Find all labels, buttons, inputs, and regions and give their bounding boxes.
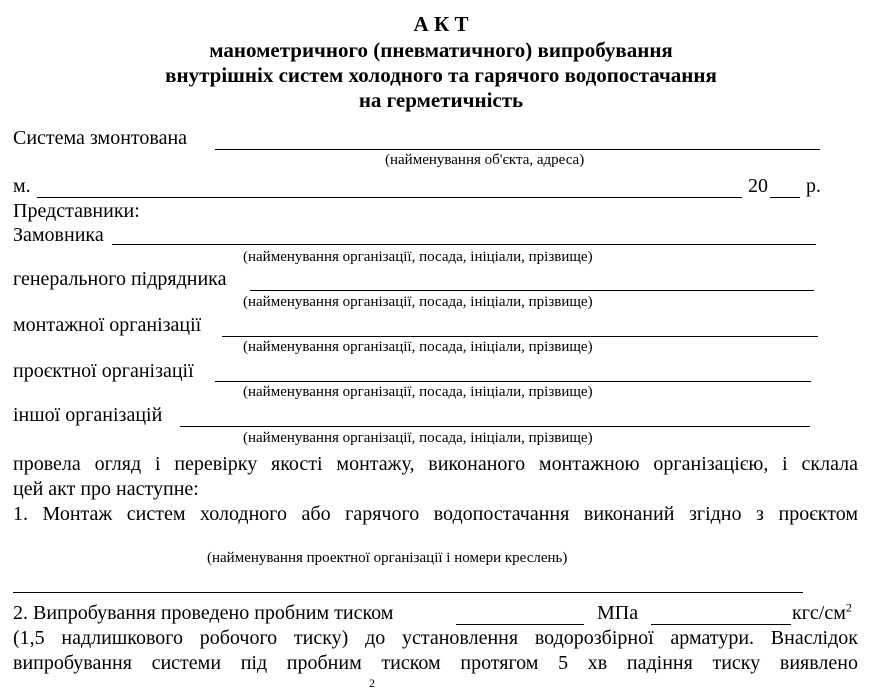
representatives-heading: Представники: (13, 200, 140, 222)
act-subtitle-1: манометричного (пневматичного) випробування (209, 38, 673, 62)
rep-label-installation-org: монтажної організації (13, 314, 202, 336)
rep-caption-customer: (найменування організації, посада, ініціали, прізвище) (243, 249, 593, 265)
system-label: Система змонтована (13, 127, 188, 149)
item2-mpa-field[interactable] (456, 624, 584, 625)
rep-caption-other-org: (найменування організації, посада, ініціали, прізвище) (243, 430, 593, 446)
item2-text-start: 2. Випробування проведено пробним тиском (13, 602, 394, 624)
act-title: А К Т (413, 12, 469, 36)
rep-field-other-org[interactable] (180, 426, 810, 427)
year-field[interactable] (770, 197, 800, 198)
item2-line-2: (1,5 надлишкового робочого тиску) до установлення водорозбірної арматури. Внаслідок (13, 627, 858, 649)
item2-unit-kgf: кгс/см (792, 602, 846, 624)
rep-field-customer[interactable] (112, 244, 816, 245)
year-suffix: р. (806, 175, 821, 197)
act-subtitle-2: внутрішніх систем холодного та гарячого водопостачання (165, 63, 717, 87)
rep-label-other-org: іншої організацій (13, 404, 163, 426)
city-field[interactable] (37, 197, 742, 198)
rep-label-customer: Замовника (13, 224, 104, 246)
item1-caption: (найменування проектної організації і номери креслень) (207, 550, 568, 566)
year-prefix: 20 (748, 175, 768, 197)
system-field[interactable] (215, 149, 820, 150)
statement-line-2: цей акт про наступне: (13, 478, 199, 500)
item2-kgf-field[interactable] (651, 624, 791, 625)
rep-label-general-contractor: генерального підрядника (13, 268, 227, 290)
statement-line-1: провела огляд і перевірку якості монтажу, виконаного монтажною організацією, і склала (13, 453, 858, 475)
rep-caption-installation-org: (найменування організації, посада, ініціали, прізвище) (243, 339, 593, 355)
rep-field-installation-org[interactable] (222, 336, 818, 337)
item2-partial-exp: 2 (369, 676, 375, 690)
city-prefix: м. (13, 175, 31, 197)
rep-caption-design-org: (найменування організації, посада, ініціали, прізвище) (243, 384, 593, 400)
system-caption: (найменування об'єкта, адреса) (385, 152, 585, 168)
rep-caption-general-contractor: (найменування організації, посада, ініціали, прізвище) (243, 294, 593, 310)
item2-unit-mpa: МПа (597, 602, 639, 624)
act-subtitle-3: на герметичність (358, 88, 524, 112)
rep-field-design-org[interactable] (215, 381, 811, 382)
item1-text: 1. Монтаж систем холодного або гарячого водопостачання виконаний згідно з проєктом (13, 503, 858, 525)
item2-unit-exp: 2 (845, 600, 852, 615)
rep-label-design-org: проєктної організації (13, 360, 194, 382)
item1-drawings-field[interactable] (13, 592, 803, 593)
item2-line-3: випробування системи під пробним тиском протягом 5 хв падіння тиску виявлено (13, 652, 858, 674)
rep-field-general-contractor[interactable] (250, 290, 814, 291)
